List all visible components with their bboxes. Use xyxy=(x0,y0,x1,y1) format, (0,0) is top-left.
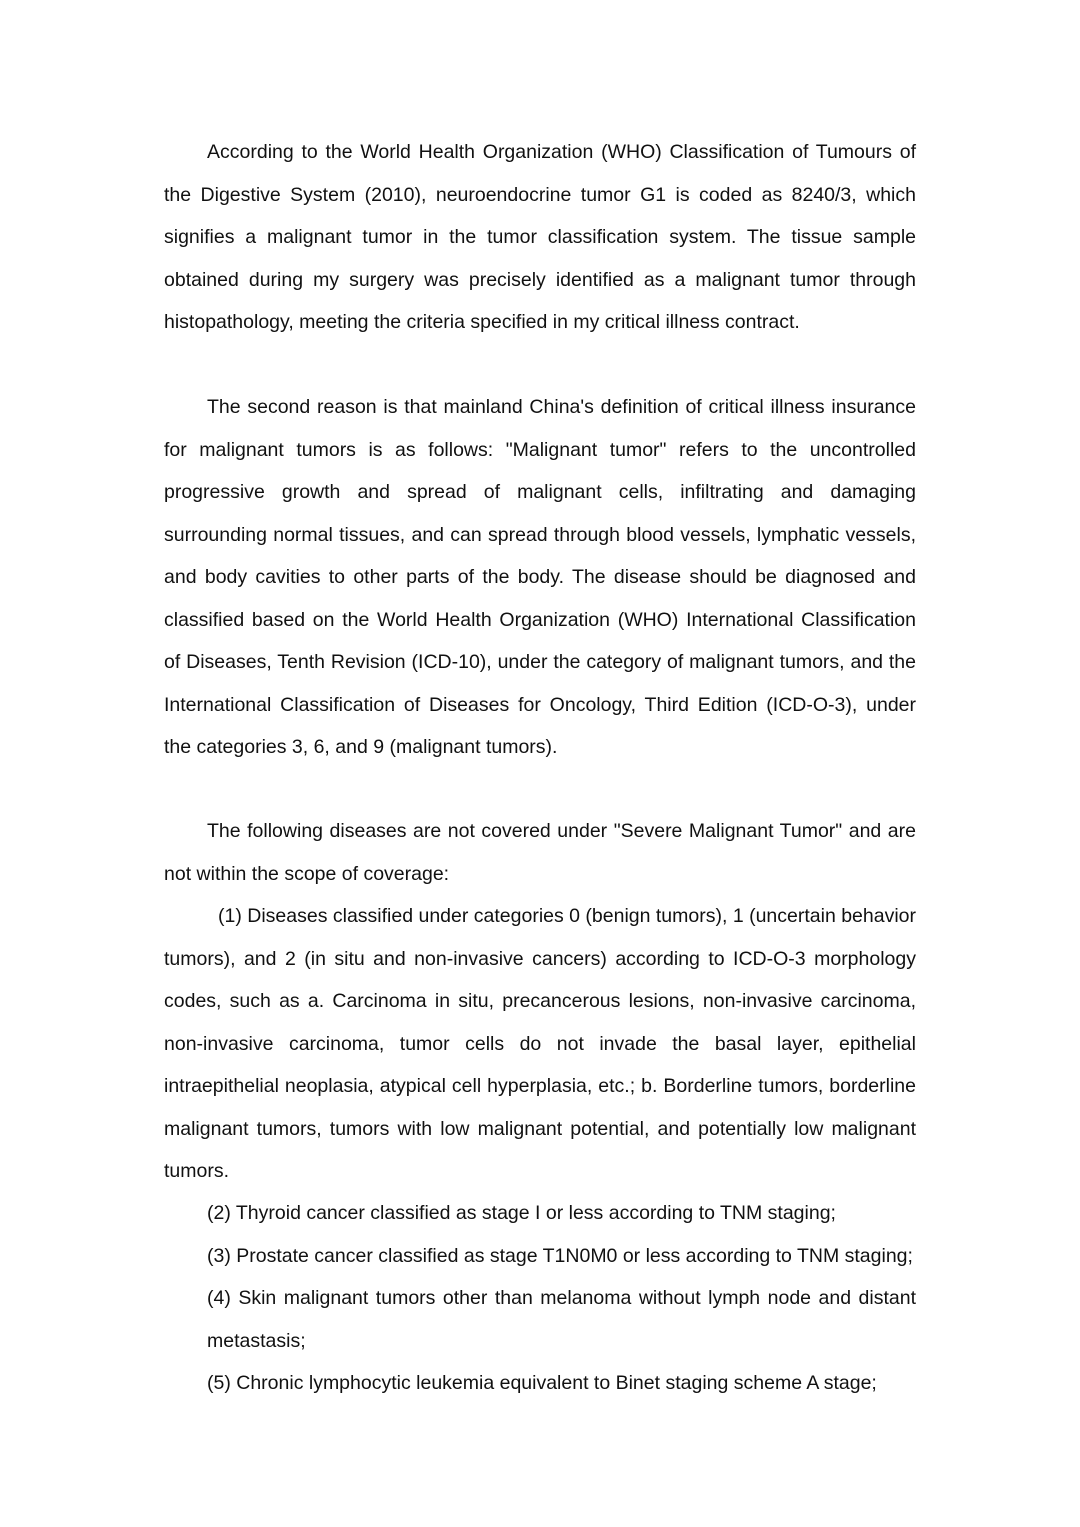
paragraph-who-classification: According to the World Health Organization (WHO) Classification of Tumours of the Digestive System (2010), neuroendocrine tumor G1 is coded as 8240/3, which signifies a malignant tumor in the tumor classification system. The tissue sample obtained during my surgery was precisely identified as a malignant tumor through histopathology, meeting the criteria specified in my critical illness contract. xyxy=(164,141,916,333)
exclusion-item-3: (3) Prostate cancer classified as stage T1N0M0 or less according to TNM staging; xyxy=(207,1245,913,1267)
paragraph-second-reason: The second reason is that mainland China's definition of critical illness insurance for malignant tumors is as follows: "Malignant tumor" refers to the uncontrolled progressive growth and spread of malignant cells, infiltrating and damaging surrounding normal tissues, and can spread through blood vessels, lymphatic vessels, and body cavities to other parts of the body. The disease should be diagnosed and classified based on the World Health Organization (WHO) International Classification of Diseases, Tenth Revision (ICD-10), under the category of malignant tumors, and the International Classification of Diseases for Oncology, Third Edition (ICD-O-3), under the categories 3, 6, and 9 (malignant tumors). xyxy=(164,396,916,758)
exclusion-item-2: (2) Thyroid cancer classified as stage I or less according to TNM staging; xyxy=(207,1202,836,1224)
exclusion-item-5: (5) Chronic lymphocytic leukemia equivalent to Binet staging scheme A stage; xyxy=(207,1372,877,1394)
paragraph-exclusions-intro: The following diseases are not covered under "Severe Malignant Tumor" and are not within the scope of coverage: xyxy=(164,820,916,885)
exclusion-item-1: (1) Diseases classified under categories 0 (benign tumors), 1 (uncertain behavior tumors), and 2 (in situ and non-invasive cancers) according to ICD-O-3 morphology codes, such as a. Carcinoma in situ, precancerous lesions, non-invasive carcinoma, non-invasive carcinoma, tumor cells do not invade the basal layer, epithelial intraepithelial neoplasia, atypical cell hyperplasia, etc.; b. Borderline tumors, borderline malignant tumors, tumors with low malignant potential, and potentially low malignant tumors. xyxy=(164,905,917,1182)
exclusion-item-4: (4) Skin malignant tumors other than melanoma without lymph node and distant metastasis; xyxy=(207,1287,916,1352)
